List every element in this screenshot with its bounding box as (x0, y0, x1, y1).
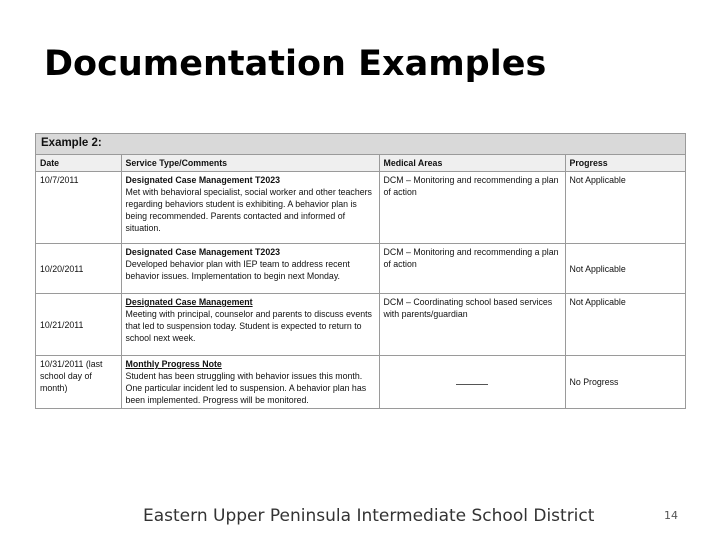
medical-cell: DCM – Monitoring and recommending a plan of action (379, 172, 565, 244)
date-cell: 10/7/2011 (36, 172, 121, 244)
table-header-row (36, 155, 685, 172)
service-title: Monthly Progress Note (125, 359, 222, 369)
service-title: Designated Case Management T2023 (125, 175, 280, 185)
medical-cell: DCM – Monitoring and recommending a plan of action (379, 244, 565, 294)
table-row (36, 294, 685, 356)
column-header-progress: Progress (565, 155, 685, 172)
medical-cell: DCM – Coordinating school based services with parents/guardian (379, 294, 565, 356)
progress-cell (565, 356, 685, 409)
service-title: Designated Case Management T2023 (125, 247, 280, 257)
progress-text: No Progress (569, 377, 619, 387)
documentation-table-image (35, 133, 686, 409)
service-body: Met with behavioral specialist, social worker and other teachers regarding behaviors student is exhibiting. A behavior plan is being recommended. Parents contacted and informed of situation. (125, 187, 372, 233)
progress-text: Not Applicable (569, 263, 626, 274)
service-cell (121, 294, 379, 356)
column-header-date: Date (36, 155, 121, 172)
service-body: Student has been struggling with behavior issues this month. One particular incident led to suspension. A behavior plan has been implemented. Progress will be monitored. (125, 371, 367, 405)
slide-title: Documentation Examples (44, 44, 547, 84)
service-cell (121, 356, 379, 409)
table-row (36, 172, 685, 244)
footer-text: Eastern Upper Peninsula Intermediate School District (143, 506, 595, 526)
date-cell (36, 244, 121, 294)
service-cell (121, 244, 379, 294)
date-text: 10/20/2011 (40, 263, 84, 274)
table-row (36, 244, 685, 294)
column-header-medical: Medical Areas (379, 155, 565, 172)
medical-cell-blank (379, 356, 565, 409)
documentation-table (36, 155, 685, 408)
progress-cell (565, 244, 685, 294)
date-text: 10/21/2011 (40, 319, 84, 330)
example-label: Example 2: (36, 134, 685, 155)
page-number: 14 (664, 509, 678, 522)
date-cell: 10/31/2011 (last school day of month) (36, 356, 121, 409)
blank-line (456, 384, 488, 385)
service-title: Designated Case Management (125, 297, 253, 307)
service-body: Developed behavior plan with IEP team to address recent behavior issues. Implementation to begin next Monday. (125, 259, 350, 281)
service-cell (121, 172, 379, 244)
progress-cell: Not Applicable (565, 294, 685, 356)
date-cell (36, 294, 121, 356)
table-row (36, 356, 685, 409)
progress-cell: Not Applicable (565, 172, 685, 244)
column-header-service: Service Type/Comments (121, 155, 379, 172)
service-body: Meeting with principal, counselor and parents to discuss events that led to suspension today. Student is expected to return to school next week. (125, 309, 372, 343)
